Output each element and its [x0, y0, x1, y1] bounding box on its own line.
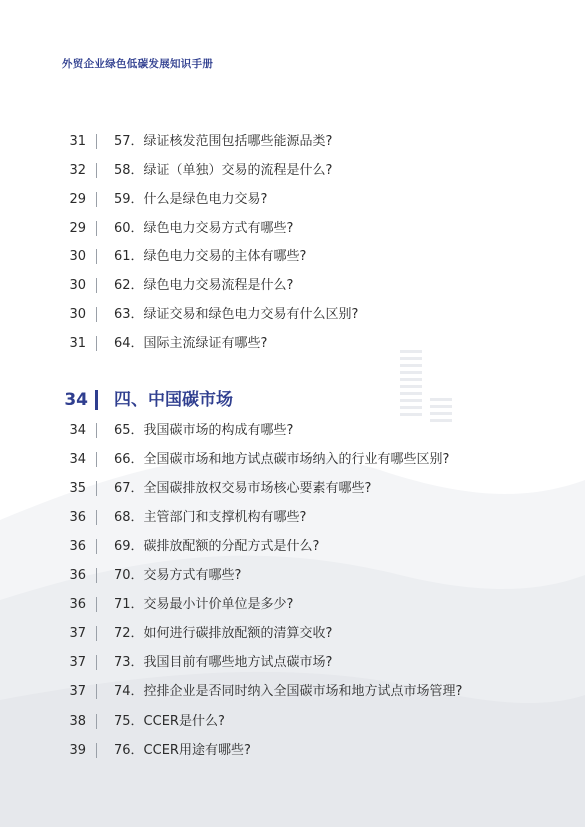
toc-row[interactable]: [0, 562, 585, 590]
toc-entry-text: 72．如何进行碳排放配额的清算交收?: [114, 626, 333, 642]
toc-row[interactable]: [0, 504, 585, 532]
toc-page-number: 36: [69, 510, 86, 526]
toc-separator: [96, 278, 97, 293]
toc-page-number: 39: [69, 742, 86, 758]
document-header-title: 外贸企业绿色低碳发展知识手册: [62, 58, 214, 70]
toc-row[interactable]: [0, 243, 585, 271]
toc-entry-text: 65．我国碳市场的构成有哪些?: [114, 423, 294, 438]
toc-page-number: 37: [69, 655, 86, 671]
toc-page-number: 29: [69, 220, 86, 236]
toc-separator: [96, 192, 97, 207]
toc-entry-text: 70．交易方式有哪些?: [114, 568, 242, 584]
toc-row[interactable]: [0, 737, 585, 765]
toc-separator: [96, 481, 97, 496]
toc-row[interactable]: [0, 301, 585, 329]
toc-row[interactable]: [0, 649, 585, 677]
toc-page-number: 30: [69, 307, 86, 323]
toc-row[interactable]: [0, 186, 585, 214]
toc-row[interactable]: [0, 475, 585, 503]
toc-separator: [96, 684, 97, 699]
toc-entry-text: 71．交易最小计价单位是多少?: [114, 597, 294, 613]
toc-page-number: 36: [69, 539, 86, 555]
toc-entry-text: 75．CCER是什么?: [114, 713, 225, 729]
toc-entry-text: 60．绿色电力交易方式有哪些?: [114, 220, 294, 236]
toc-row[interactable]: [0, 678, 585, 706]
toc-entry-text: 63．绿证交易和绿色电力交易有什么区别?: [114, 307, 359, 323]
toc-separator: [96, 221, 97, 236]
toc-separator: [96, 510, 97, 525]
section-title: 四、中国碳市场: [114, 390, 233, 410]
toc-separator: [96, 423, 97, 438]
toc-row[interactable]: [0, 330, 585, 358]
toc-page-number: 30: [69, 249, 86, 265]
toc-row[interactable]: [0, 215, 585, 243]
toc-page-number: 34: [69, 452, 86, 468]
toc-row[interactable]: [0, 446, 585, 474]
toc-separator: [96, 336, 97, 351]
toc-separator: [96, 743, 97, 758]
toc-page-number: 37: [69, 626, 86, 642]
toc-entry-text: 67．全国碳排放权交易市场核心要素有哪些?: [114, 481, 372, 497]
toc-row[interactable]: [0, 708, 585, 736]
toc-separator: [96, 626, 97, 641]
toc-page-number: 36: [69, 568, 86, 584]
toc-page-number: 35: [69, 481, 86, 497]
toc-page-number: 29: [69, 191, 86, 207]
toc-separator: [96, 714, 97, 729]
toc-separator: [96, 539, 97, 554]
toc-page-number: 36: [69, 597, 86, 613]
toc-section-heading[interactable]: [0, 384, 585, 416]
toc-entry-text: 74．控排企业是否同时纳入全国碳市场和地方试点市场管理?: [114, 684, 463, 700]
toc-page-number: 34: [69, 423, 86, 438]
toc-row[interactable]: [0, 533, 585, 561]
toc-page-number: 31: [69, 335, 86, 351]
toc-separator: [96, 655, 97, 670]
toc-page-number: 38: [69, 713, 86, 729]
toc-row[interactable]: [0, 272, 585, 300]
toc-separator: [96, 568, 97, 583]
toc-page-number: 37: [69, 684, 86, 700]
toc-row[interactable]: [0, 620, 585, 648]
toc-row[interactable]: [0, 128, 585, 156]
toc-row[interactable]: [0, 157, 585, 185]
toc-separator: [96, 597, 97, 612]
toc-page-number: 31: [69, 134, 86, 149]
section-separator: [95, 390, 98, 410]
toc-row[interactable]: [0, 591, 585, 619]
toc-entry-text: 62．绿色电力交易流程是什么?: [114, 278, 294, 294]
toc-entry-text: 57．绿证核发范围包括哪些能源品类?: [114, 134, 333, 149]
toc-page-number: 32: [69, 162, 86, 178]
toc-entry-text: 64．国际主流绿证有哪些?: [114, 335, 268, 351]
toc-entry-text: 76．CCER用途有哪些?: [114, 742, 251, 758]
toc-separator: [96, 452, 97, 467]
toc-separator: [96, 134, 97, 149]
toc-separator: [96, 307, 97, 322]
toc-entry-text: 73．我国目前有哪些地方试点碳市场?: [114, 655, 333, 671]
toc-entry-text: 61．绿色电力交易的主体有哪些?: [114, 249, 307, 265]
toc-row[interactable]: [0, 417, 585, 445]
toc-entry-text: 58．绿证（单独）交易的流程是什么?: [114, 162, 333, 178]
toc-entry-text: 59．什么是绿色电力交易?: [114, 191, 268, 207]
toc-entry-text: 68．主管部门和支撑机构有哪些?: [114, 510, 307, 526]
toc-page-number: 30: [69, 278, 86, 294]
toc-entry-text: 69．碳排放配额的分配方式是什么?: [114, 539, 320, 555]
toc-separator: [96, 163, 97, 178]
toc-separator: [96, 249, 97, 264]
section-page-number: 34: [64, 390, 88, 410]
toc-entry-text: 66．全国碳市场和地方试点碳市场纳入的行业有哪些区别?: [114, 452, 450, 468]
